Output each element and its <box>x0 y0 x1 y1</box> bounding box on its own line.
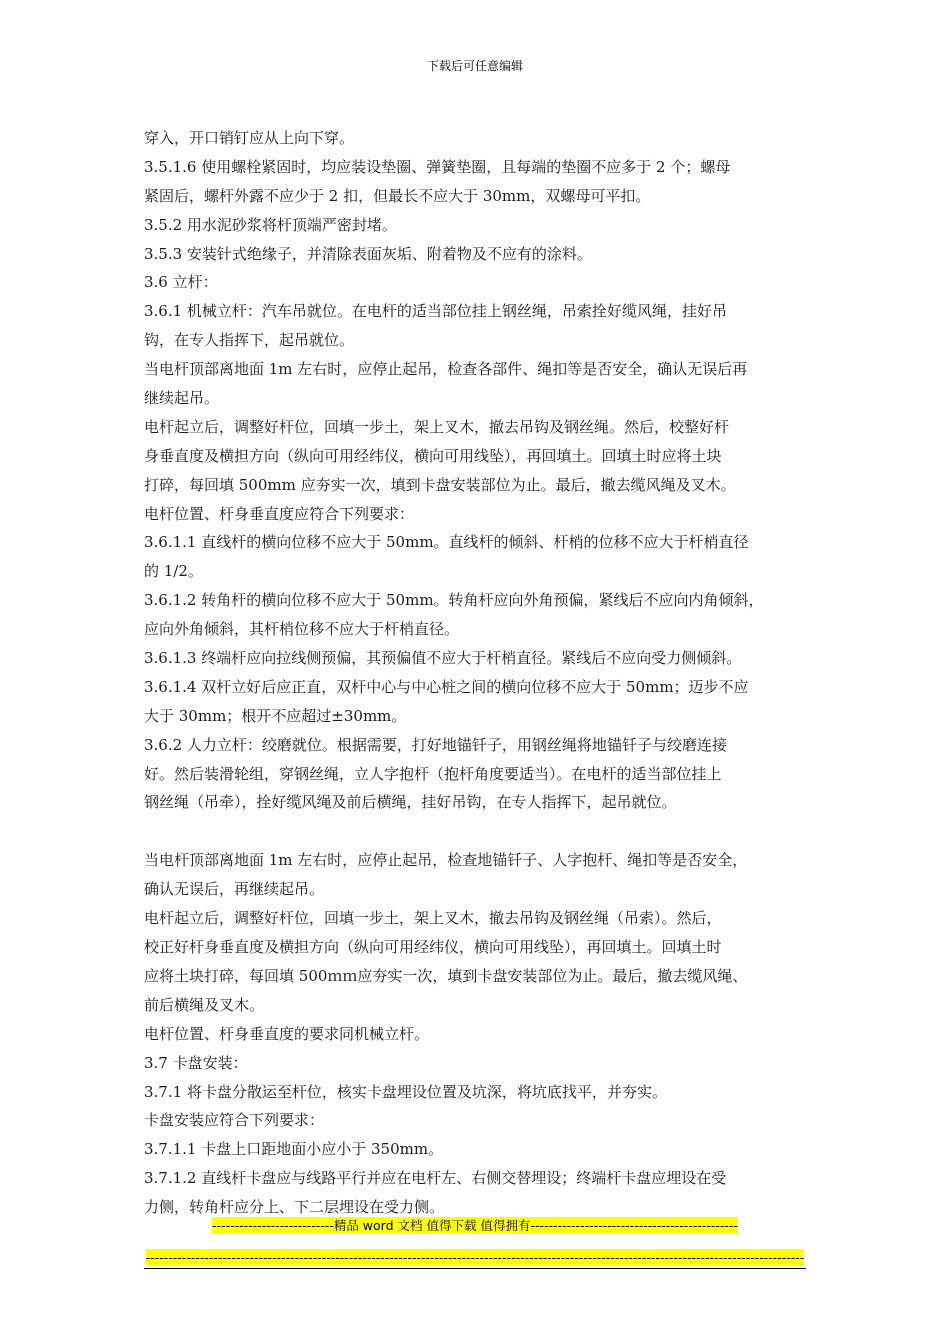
blank-line <box>144 817 810 846</box>
paragraph-block-1 <box>144 124 810 817</box>
text-line: 3.7.1 将卡盘分散运至杆位，核实卡盘埋设位置及坑深，将坑底找平，并夯实。 <box>144 1082 667 1101</box>
text-line: 穿入，开口销钉应从上向下穿。 <box>144 129 355 147</box>
text-line: 3.6.1 机械立杆：汽车吊就位。在电杆的适当部位挂上钢丝绳，吊索拴好缆风绳，挂好吊 <box>144 302 727 321</box>
text-line: 好。然后装滑轮组，穿钢丝绳，立人字抱杆（抱杆角度要适当）。在电杆的适当部位挂上 <box>144 764 722 783</box>
text-line: 电杆位置、杆身垂直度的要求同机械立杆。 <box>144 1024 430 1043</box>
text-line: 3.6.2 人力立杆：绞磨就位。根据需要，打好地锚钎子，用钢丝绳将地锚钎子与绞磨连接 <box>144 735 727 754</box>
text-line: 钢丝绳（吊牵），拴好缆风绳及前后横绳，挂好吊钩，在专人指挥下，起吊就位。 <box>144 793 677 812</box>
text-line: 钩，在专人指挥下，起吊就位。 <box>144 331 355 350</box>
footer-dash-text: -------------------------------------------------------------------------------------------------------------------------------------------------- <box>145 1250 805 1265</box>
text-line: 前后横绳及叉木。 <box>144 995 265 1014</box>
text-line: 应将土块打碎，每回填 500ｍｍ应夯实一次，填到卡盘安装部位为止。最后，撤去缆风绳、 <box>144 966 748 985</box>
text-line: 3.7.1.1 卡盘上口距地面小应小于 350mm。 <box>144 1140 444 1159</box>
text-line: 确认无误后，再继续起吊。 <box>144 880 325 899</box>
text-line: 3.6.1.3 终端杆应向拉线侧预偏，其预偏值不应大于杆梢直径。紧线后不应向受力侧倾斜。 <box>144 649 742 668</box>
text-line: 3.5.1.6 使用螺栓紧固时，均应装设垫圈、弹簧垫圈，且每端的垫圈不应多于 2 个；螺母 <box>144 157 731 176</box>
text-line: 3.6.1.1 直线杆的横向位移不应大于 50mm。直线杆的倾斜、杆梢的位移不应大于杆梢直径 <box>144 533 749 552</box>
text-line: 的 1/2。 <box>144 562 203 581</box>
text-line: 电杆位置、杆身垂直度应符合下列要求： <box>144 504 415 523</box>
text-line: 卡盘安装应符合下列要求： <box>144 1111 325 1130</box>
text-line: 3.5.2 用水泥砂浆将杆顶端严密封堵。 <box>144 215 397 234</box>
text-line: 应向外角倾斜，其杆梢位移不应大于杆梢直径。 <box>144 620 460 639</box>
text-line: 校正好杆身垂直度及横担方向（纵向可用经纬仪，横向可用线坠），再回填土。回填土时 <box>144 938 722 957</box>
footer-banner-text: ---------------------------精品 word 文档 值得下载 值得拥有---------------------------------------------- <box>212 1218 738 1233</box>
footer-dash-banner <box>0 1250 950 1265</box>
text-line: 打碎，每回填 500mm 应夯实一次，填到卡盘安装部位为止。最后，撤去缆风绳及叉木。 <box>144 475 736 494</box>
text-line: 当电杆顶部离地面 1m 左右时，应停止起吊，检查地锚钎子、人字抱杆、绳扣等是否安全， <box>144 851 748 870</box>
text-line: 大于 30mm；根开不应超过±30mm。 <box>144 706 407 725</box>
text-line: 3.5.3 安装针式绝缘子，并清除表面灰垢、附着物及不应有的涂料。 <box>144 244 592 263</box>
text-line: 3.7.1.2 直线杆卡盘应与线路平行并应在电杆左、右侧交替埋设；终端杆卡盘应埋设在受 <box>144 1169 727 1188</box>
text-line: 3.6.1.2 转角杆的横向位移不应大于 50mm。转角杆应向外角预偏，紧线后不应向内角倾斜， <box>144 591 764 610</box>
footer-banner <box>0 1216 950 1234</box>
text-line: 3.6 立杆： <box>144 273 218 292</box>
text-line: 继续起吊。 <box>144 389 220 408</box>
body-text <box>144 124 810 1222</box>
text-line: 3.7 卡盘安装： <box>144 1053 248 1072</box>
paragraph-block-2 <box>144 846 810 1222</box>
text-line: 当电杆顶部离地面 1m 左右时，应停止起吊，检查各部件、绳扣等是否安全，确认无误后再 <box>144 360 748 379</box>
page-header: 下载后可任意编辑 <box>426 59 523 73</box>
text-line: 力侧，转角杆应分上、下二层埋设在受力侧。 <box>144 1198 445 1217</box>
text-line: 电杆起立后，调整好杆位，回填一步土，架上叉木，撤去吊钩及钢丝绳。然后，校整好杆 <box>144 417 730 436</box>
text-line: 电杆起立后，调整好杆位，回填一步土，架上叉木，撤去吊钩及钢丝绳（吊索）。然后， <box>144 909 722 928</box>
footer-rule <box>144 1268 806 1269</box>
text-line: 3.6.1.4 双杆立好后应正直，双杆中心与中心桩之间的横向位移不应大于 50mm；迈步不应 <box>144 677 749 696</box>
text-line: 身垂直度及横担方向（纵向可用经纬仪，横向可用线坠），再回填土。回填土时应将土块 <box>144 446 722 465</box>
text-line: 紧固后，螺杆外露不应少于 2 扣，但最长不应大于 30mm，双螺母可平扣。 <box>144 186 651 205</box>
